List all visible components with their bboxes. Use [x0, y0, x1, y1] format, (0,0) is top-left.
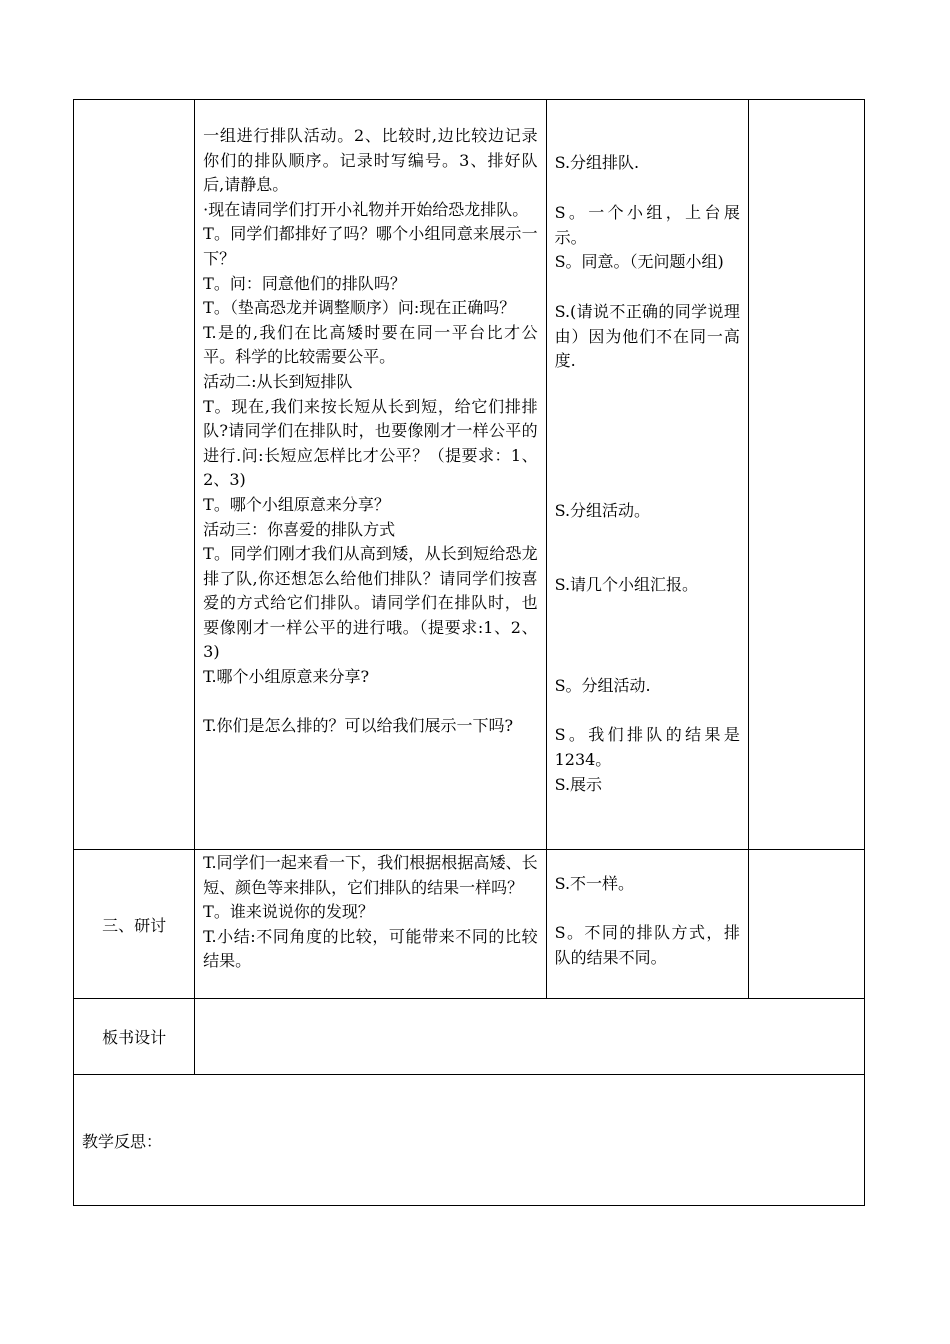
student-line: S.展示: [554, 775, 603, 794]
student-line: S.分组排队.: [554, 153, 640, 172]
student-line: S。同意。（无问题小组): [554, 252, 724, 271]
board-design-label: 板书设计: [74, 999, 195, 1075]
notes-cell: [748, 850, 864, 999]
student-line: S.分组活动。: [554, 501, 651, 520]
teacher-line: T。（垫高恐龙并调整顺序）问:现在正确吗？: [203, 298, 516, 318]
discussion-row: [74, 850, 865, 999]
teacher-line: T。现在,我们来按长短从长到短，给它们排排队?请同学们在排队时，也要像刚才一样公平的进行.问:长短应怎样比才公平？（提要求：1、2、3): [203, 396, 538, 490]
procedure-row: [74, 100, 865, 850]
teacher-line: T。同学们都排好了吗？哪个小组同意来展示一下？: [203, 224, 538, 268]
activity-heading: 活动三：你喜爱的排队方式: [203, 519, 396, 539]
student-line: S。分组活动.: [554, 676, 651, 695]
teacher-line: T.你们是怎么排的？可以给我们展示一下吗?: [203, 716, 514, 736]
teacher-line: T.是的,我们在比高矮时要在同一平台比才公平。科学的比较需要公平。: [203, 322, 538, 367]
section-cell-empty: [74, 100, 195, 850]
student-line: S。不同的排队方式，排队的结果不同。: [554, 923, 740, 967]
student-line: S.(请说不正确的同学说理由）因为他们不在同一高度.: [554, 302, 740, 371]
student-line: S。一个小组，上台展示。: [554, 203, 740, 247]
activity-heading: 活动二:从长到短排队: [203, 371, 353, 391]
teacher-line: T.小结:不同角度的比较，可能带来不同的比较结果。: [203, 926, 538, 971]
teacher-line: T.哪个小组原意来分享?: [203, 667, 370, 687]
reflection-label: 教学反思：: [74, 1075, 865, 1206]
section-label: 三、研讨: [74, 850, 195, 999]
teacher-line: T。问：同意他们的排队吗？: [203, 273, 406, 293]
board-design-content: [195, 999, 865, 1075]
teacher-line: ·现在请同学们打开小礼物并开始给恐龙排队。: [203, 199, 529, 219]
board-design-row: [74, 999, 865, 1075]
teacher-line: 一组进行排队活动。2、比较时,边比较边记录你们的排队顺序。记录时写编号。3、排好队后,请静息。: [203, 126, 538, 195]
student-line: S。我们排队的结果是1234。: [554, 725, 740, 769]
teacher-activity-cell: [195, 850, 546, 999]
teacher-line: T。哪个小组原意来分享？: [203, 494, 390, 514]
student-activity-cell: [546, 850, 748, 999]
teacher-activity-cell: [195, 100, 546, 850]
teacher-line: T。谁来说说你的发现？: [203, 902, 374, 922]
student-line: S.不一样。: [554, 874, 635, 893]
student-activity-cell: [546, 100, 748, 850]
student-line: S.请几个小组汇报。: [554, 575, 699, 594]
teacher-line: T。同学们刚才我们从高到矮，从长到短给恐龙排了队,你还想怎么给他们排队？请同学们按喜爱的方式给它们排队。请同学们在排队时，也要像刚才一样公平的进行哦。（提要求:1、2、3): [203, 544, 538, 662]
reflection-row: [74, 1075, 865, 1206]
notes-cell: [748, 100, 864, 850]
teacher-line: T.同学们一起来看一下，我们根据根据高矮、长短、颜色等来排队，它们排队的结果一样吗？: [203, 853, 538, 897]
lesson-plan-table: [73, 99, 865, 1206]
